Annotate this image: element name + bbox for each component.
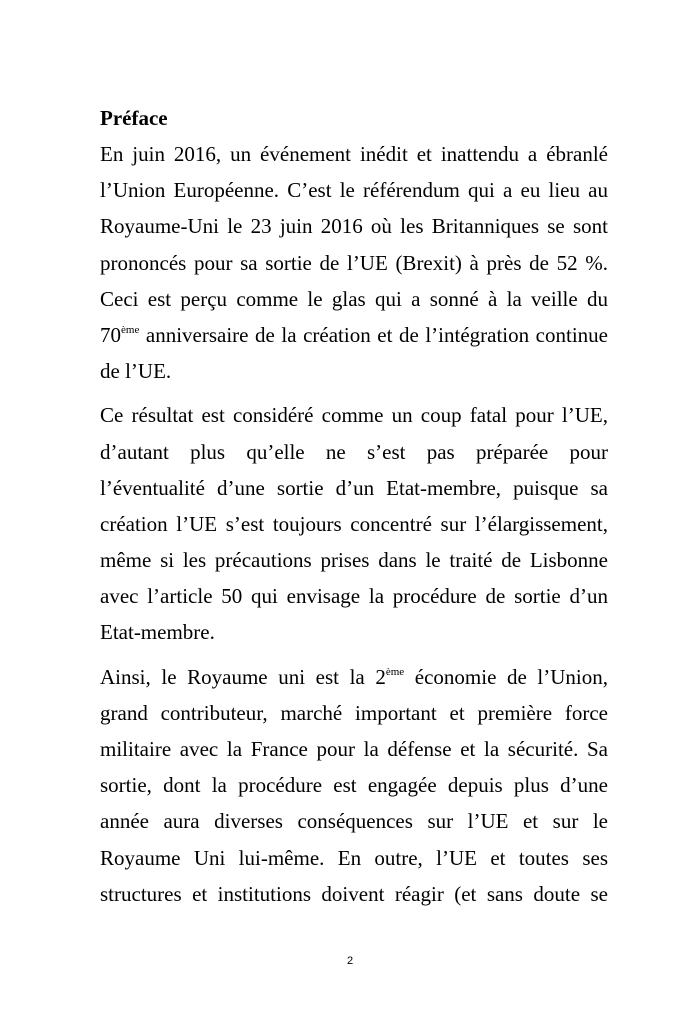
text-line — [100, 659, 608, 695]
paragraph — [100, 136, 608, 389]
text-line: même si les précautions prises dans le traité de Lisbonne — [100, 548, 608, 573]
text-line: Royaume Uni lui-même. En outre, l’UE et toutes ses — [100, 845, 608, 870]
text-line: Royaume-Uni le 23 juin 2016 où les Britanniques se sont — [100, 214, 608, 239]
text-line: avec l’article 50 qui envisage la procédure de sortie d’un — [100, 584, 608, 609]
text-line: année aura diverses conséquences sur l’UE et sur le — [100, 809, 608, 834]
text-fragment: 70 — [100, 322, 121, 347]
text-line: prononcés pour sa sortie de l’UE (Brexit) à près de 52 %. — [100, 250, 608, 275]
text-line: Etat-membre. — [100, 620, 215, 645]
paragraph — [100, 397, 608, 650]
paragraph — [100, 659, 608, 912]
page-content — [100, 100, 608, 920]
text-line — [100, 317, 608, 353]
text-fragment: économie de l’Union, — [404, 664, 608, 689]
text-line: grand contributeur, marché important et première force — [100, 700, 608, 725]
text-line: En juin 2016, un événement inédit et inattendu a ébranlé — [100, 142, 608, 166]
section-heading: Préface — [100, 106, 168, 130]
text-line: militaire avec la France pour la défense et la sécurité. Sa — [100, 737, 608, 761]
text-line: création l’UE s’est toujours concentré sur l’élargissement, — [100, 511, 608, 536]
text-line: de l’UE. — [100, 359, 172, 384]
text-line: structures et institutions doivent réagir (et sans doute se — [100, 881, 608, 906]
text-line: d’autant plus qu’elle ne s’est pas préparée pour — [100, 439, 608, 464]
text-line: Ceci est perçu comme le glas qui a sonné à la veille du — [100, 286, 608, 311]
text-line: l’Union Européenne. C’est le référendum qui a eu lieu au — [100, 178, 608, 203]
text-fragment: anniversaire de la création et de l’intégration continue — [139, 322, 608, 347]
text-fragment: Ainsi, le Royaume uni est la 2 — [100, 664, 386, 689]
superscript: ème — [121, 323, 140, 336]
superscript: ème — [385, 665, 405, 678]
text-line: sortie, dont la procédure est engagée depuis plus d’une — [100, 773, 608, 798]
text-line: l’éventualité d’une sortie d’un Etat-membre, puisque sa — [100, 475, 608, 500]
page-number: 2 — [346, 955, 354, 967]
text-line: Ce résultat est considéré comme un coup fatal pour l’UE, — [100, 403, 608, 428]
